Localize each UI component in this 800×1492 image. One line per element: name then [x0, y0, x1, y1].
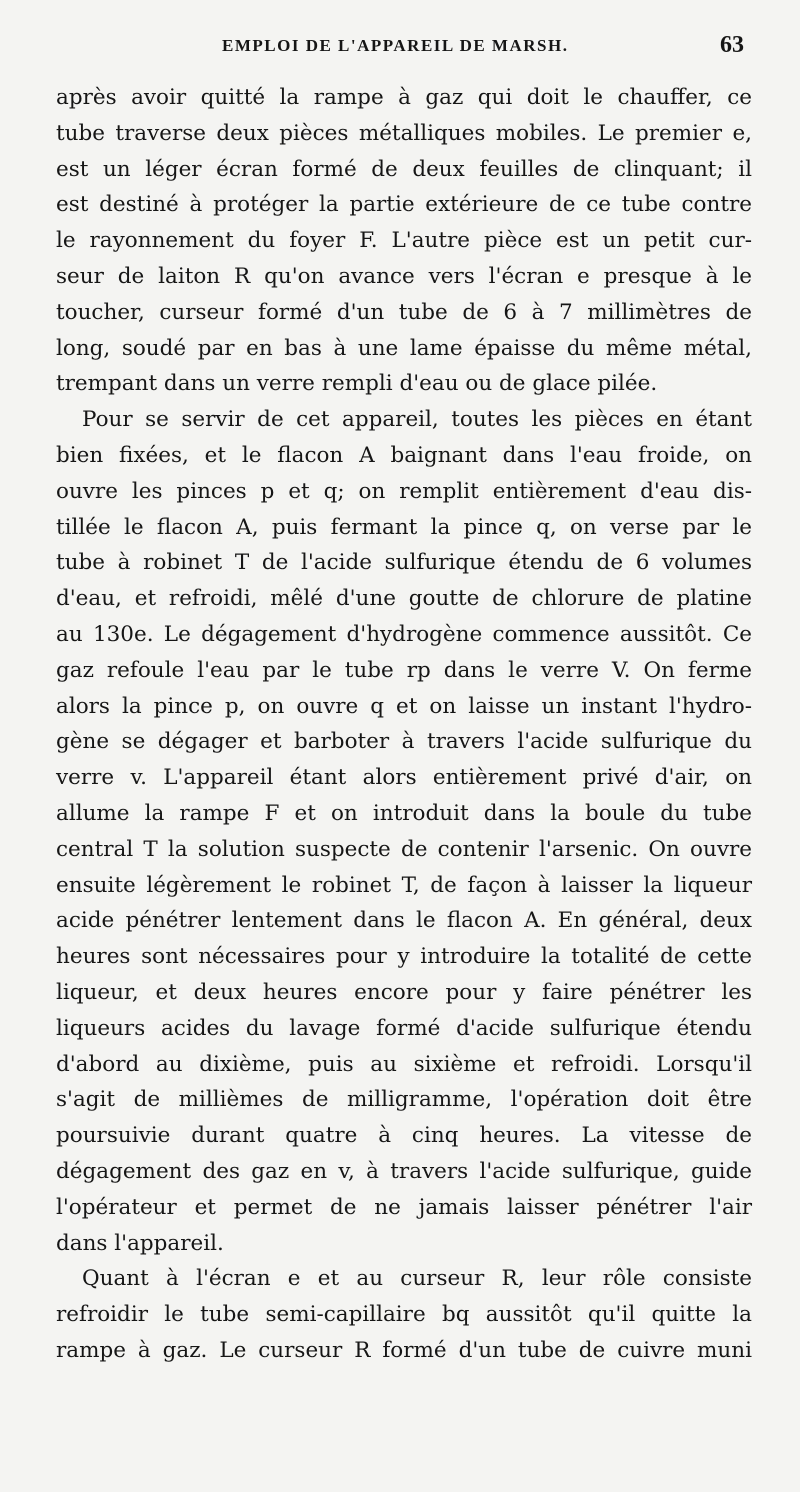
text-line: ensuite légèrement le robinet T, de façon à laisser la liqueur: [56, 872, 752, 898]
body-text: [56, 80, 752, 1369]
text-line: gène se dégager et barboter à travers l'acide sulfurique du: [56, 729, 752, 755]
text-line: allume la rampe F et on introduit dans la boule du tube: [56, 800, 752, 826]
text-line: dans l'appareil.: [56, 1230, 224, 1256]
text-line: central T la solution suspecte de contenir l'arsenic. On ouvre: [56, 836, 752, 862]
text-line: est destiné à protéger la partie extérieure de ce tube contre: [56, 192, 752, 218]
text-line: l'opérateur et permet de ne jamais laisser pénétrer l'air: [56, 1194, 752, 1220]
text-line: liqueur, et deux heures encore pour y faire pénétrer les: [56, 979, 752, 1005]
text-line: dégagement des gaz en v, à travers l'acide sulfurique, guide: [56, 1158, 752, 1184]
text-line: rampe à gaz. Le curseur R formé d'un tube de cuivre muni: [56, 1337, 752, 1363]
text-line: s'agit de millièmes de milligramme, l'opération doit être: [56, 1087, 752, 1113]
text-line: toucher, curseur formé d'un tube de 6 à 7 millimètres de: [56, 299, 752, 325]
text-line: refroidir le tube semi-capillaire bq aussitôt qu'il quitte la: [56, 1302, 752, 1328]
text-line: tube traverse deux pièces métalliques mobiles. Le premier e,: [56, 120, 752, 146]
text-line: d'abord au dixième, puis au sixième et refroidi. Lorsqu'il: [56, 1051, 752, 1077]
text-line: poursuivie durant quatre à cinq heures. La vitesse de: [56, 1123, 752, 1149]
text-line: acide pénétrer lentement dans le flacon A. En général, deux: [56, 908, 752, 934]
text-line: liqueurs acides du lavage formé d'acide sulfurique étendu: [56, 1015, 752, 1041]
text-line: au 130e. Le dégagement d'hydrogène commence aussitôt. Ce: [56, 621, 752, 647]
text-line: tillée le flacon A, puis fermant la pince q, on verse par le: [56, 514, 752, 540]
text-line: verre v. L'appareil étant alors entièrement privé d'air, on: [56, 765, 752, 791]
text-line: alors la pince p, on ouvre q et on laisse un instant l'hydro-: [56, 693, 752, 719]
text-line: heures sont nécessaires pour y introduire la totalité de cette: [56, 944, 752, 970]
text-line: d'eau, et refroidi, mêlé d'une goutte de chlorure de platine: [56, 586, 752, 612]
page-header: [0, 32, 800, 62]
text-line: seur de laiton R qu'on avance vers l'écran e presque à le: [56, 263, 752, 289]
text-line: après avoir quitté la rampe à gaz qui doit le chauffer, ce: [56, 85, 752, 110]
text-line: long, soudé par en bas à une lame épaisse du même métal,: [56, 335, 752, 361]
text-line: ouvre les pinces p et q; on remplit entièrement d'eau dis-: [56, 478, 752, 504]
text-line: bien fixées, et le flacon A baignant dans l'eau froide, on: [56, 442, 752, 468]
text-line: est un léger écran formé de deux feuilles de clinquant; il: [56, 156, 752, 182]
text-line: le rayonnement du foyer F. L'autre pièce est un petit cur-: [56, 228, 752, 254]
text-line: gaz refoule l'eau par le tube rp dans le verre V. On ferme: [56, 657, 752, 683]
text-line: trempant dans un verre rempli d'eau ou de glace pilée.: [56, 371, 658, 397]
running-title: EMPLOI DE L'APPAREIL DE MARSH.: [222, 36, 569, 55]
text-line: Quant à l'écran e et au curseur R, leur rôle consiste: [82, 1266, 752, 1292]
text-line: Pour se servir de cet appareil, toutes les pièces en étant: [82, 407, 752, 433]
text-line: tube à robinet T de l'acide sulfurique étendu de 6 volumes: [56, 550, 752, 576]
page-number: 63: [720, 32, 744, 58]
